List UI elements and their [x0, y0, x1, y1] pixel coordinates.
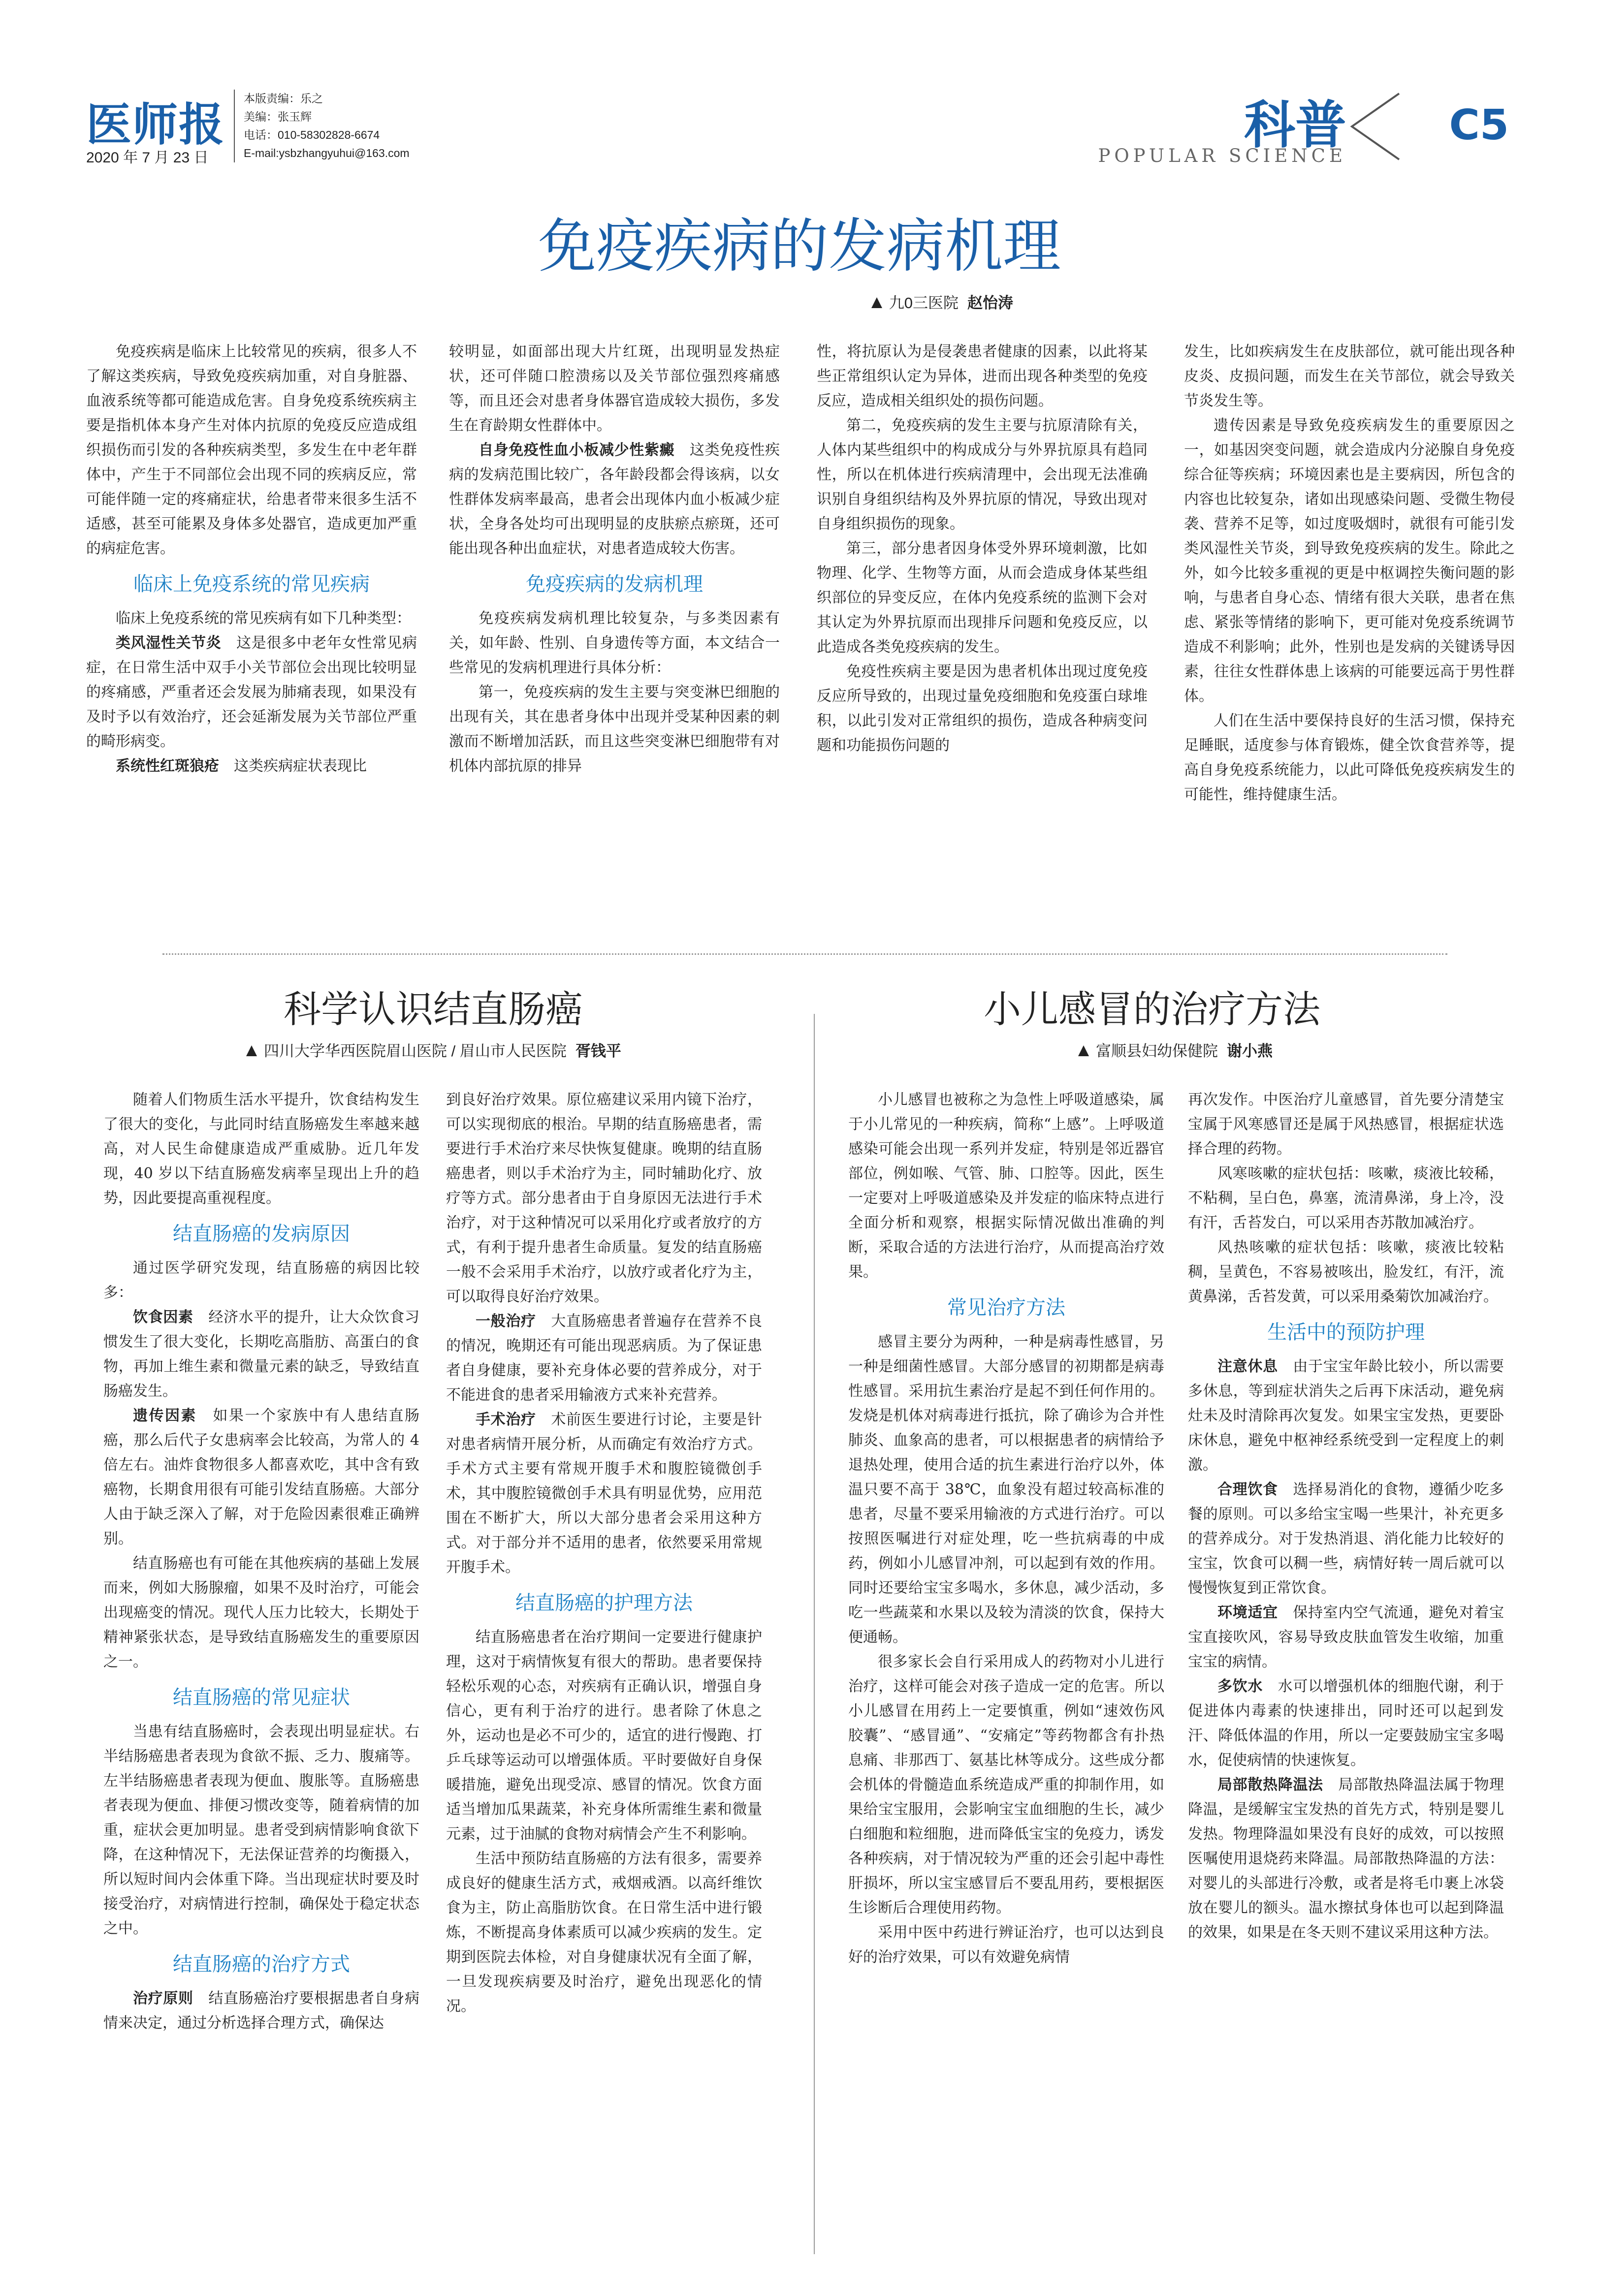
paragraph-lead: 类风湿性关节炎 — [116, 634, 222, 652]
paragraph-text: 水可以增强机体的细胞代谢，利于促进体内毒素的快速排出，同时还可以起到发汗、降低体温的作用，所以一定要鼓励宝宝多喝水，促使病情的快速恢复。 — [1188, 1678, 1504, 1769]
paragraph-text: 生活中预防结直肠癌的方法有很多，需要养成良好的健康生活方式，戒烟戒酒。以高纤维饮食为主，防止高脂肪饮食。在日常生活中进行锻炼，不断提高身体素质可以减少疾病的发生。定期到医院去体检，对自身健康状况有全面了解，一旦发现疾病要及时治疗，避免出现恶化的情况。 — [446, 1850, 762, 2015]
paragraph-text: 采用中医中药进行辨证治疗，也可以达到良好的治疗效果，可以有效避免病情 — [848, 1924, 1164, 1966]
paragraph-text: 这类疾病症状表现比 — [234, 757, 367, 775]
paragraph — [446, 1088, 762, 1309]
paragraph-text: 人们在生活中要保持良好的生活习惯，保持充足睡眠，适度参与体育锻炼，健全饮食营养等，提高自身免疫系统能力，以此可降低免疫疾病发生的可能性，维持健康生活。 — [1184, 712, 1515, 803]
paragraph-lead: 遗传因素 — [133, 1407, 197, 1424]
paragraph — [1188, 1773, 1504, 1945]
paragraph — [103, 1720, 419, 1941]
right-headline: 小儿感冒的治疗方法 — [984, 987, 1320, 1031]
paragraph — [86, 340, 417, 561]
paragraph — [446, 1408, 762, 1580]
paragraph — [86, 606, 417, 631]
paragraph-text: 临床上免疫系统的常见疾病有如下几种类型： — [116, 610, 411, 627]
section-divider — [162, 953, 1447, 955]
main-headline: 免疫疾病的发病机理 — [538, 212, 1061, 280]
paragraph — [103, 1305, 419, 1404]
byline-org: 九0三医院 — [889, 294, 959, 312]
paragraph — [446, 1625, 762, 1847]
paragraph-text: 通过医学研究发现，结直肠癌的病因比较多： — [103, 1259, 419, 1301]
section-title: 科普 — [1244, 95, 1346, 155]
paragraph — [817, 660, 1148, 758]
paragraph-text: 免疫疾病发病机理比较复杂，与多类因素有关，如年龄、性别、自身遗传等方面，本文结合一些常见的发病机理进行具体分析： — [449, 610, 780, 676]
paragraph-text: 性，将抗原认为是侵袭患者健康的因素，以此将某些正常组织认定为异体，进而出现各种类型的免疫反应，造成相关组织处的损伤问题。 — [817, 343, 1148, 409]
paragraph — [1188, 1354, 1504, 1478]
paragraph — [848, 1330, 1164, 1650]
byline-org: 四川大学华西医院眉山医院 / 眉山市人民医院 — [264, 1042, 567, 1060]
paragraph — [103, 1256, 419, 1305]
paragraph-text: 随着人们物质生活水平提升，饮食结构发生了很大的变化，与此同时结直肠癌发生率越来越高，对人民生命健康造成严重威胁。近几年发现，40 岁以下结直肠癌发病率呈现出上升的趋势，因此要提高重视程度。 — [103, 1091, 419, 1207]
byline-author: 赵怡涛 — [967, 294, 1013, 312]
paragraph — [103, 1551, 419, 1674]
paragraph-text: 这类免疫性疾病的发病范围比较广，各年龄段都会得该病，以女性群体发病率最高，患者会出现体内血小板减少症状，全身各处均可出现明显的皮肤瘀点瘀斑，还可能出现各种出血症状，对患者造成较大伤害。 — [449, 441, 780, 557]
paragraph-lead: 自身免疫性血小板减少性紫癜 — [479, 441, 675, 459]
paragraph-text: 发生，比如疾病发生在皮肤部位，就可能出现各种皮炎、皮损问题，而发生在关节部位，就会导致关节炎发生等。 — [1184, 343, 1515, 409]
article-column — [1184, 340, 1515, 920]
paragraph-text: 较明显，如面部出现大片红斑，出现明显发热症状，还可伴随口腔溃疡以及关节部位强烈疼痛感等，而且还会对患者身体器官造成较大损伤，多发生在育龄期女性群体中。 — [449, 343, 780, 434]
byline-org: 富顺县妇幼保健院 — [1096, 1042, 1218, 1060]
paragraph — [449, 438, 780, 561]
left-headline: 科学认识结直肠癌 — [284, 987, 583, 1031]
left-byline — [246, 1038, 621, 1061]
page-number: C5 — [1449, 101, 1509, 150]
paragraph — [848, 1650, 1164, 1920]
paragraph-text: 第一，免疫疾病的发生主要与突变淋巴细胞的出现有关，其在患者身体中出现并受某种因素的刺激而不断增加活跃，而且这些突变淋巴细胞带有对机体内部抗原的排异 — [449, 684, 780, 775]
paragraph-lead: 局部散热降温法 — [1217, 1776, 1323, 1793]
sub-heading: 免疫疾病的发病机理 — [526, 573, 703, 596]
email-line: E-mail:ysbzhangyuhui@163.com — [244, 147, 410, 159]
paragraph — [848, 1088, 1164, 1285]
paragraph-lead: 手术治疗 — [476, 1411, 536, 1428]
paragraph-text: 风寒咳嗽的症状包括：咳嗽，痰液比较稀，不粘稠，呈白色，鼻塞，流清鼻涕，身上冷，没有汗，舌苔发白，可以采用杏苏散加减治疗。 — [1188, 1165, 1504, 1231]
paragraph — [1188, 1088, 1504, 1162]
article-column — [449, 340, 780, 920]
triangle-icon — [246, 1045, 257, 1056]
paragraph-lead: 合理饮食 — [1217, 1481, 1278, 1498]
paragraph — [1188, 1235, 1504, 1309]
sub-heading: 结直肠癌的护理方法 — [515, 1592, 693, 1614]
paragraph — [817, 536, 1148, 660]
article-column — [817, 340, 1148, 920]
article-column — [1188, 1088, 1504, 2259]
paragraph-lead: 治疗原则 — [133, 1990, 193, 2007]
paragraph-text: 遗传因素是导致免疫疾病发生的重要原因之一，如基因突变问题，就会造成内分泌腺自身免疫综合征等疾病；环境因素也是主要病因，所包含的内容也比较复杂，诸如出现感染问题、受微生物侵袭、营养不足等，如过度吸烟时，就很有可能引发类风湿性关节炎，到导致免疫疾病的发生。除此之外，如今比较多重视的更是中枢调控失衡问题的影响，与患者自身心态、情绪有很大关联，患者在焦虑、紧张等情绪的影响下，更可能对免疫系统调节造成不利影响；此外，性别也是发病的关键诱导因素，往往女性群体患上该病的可能要远高于男性群体。 — [1184, 417, 1515, 705]
sub-heading: 临床上免疫系统的常见疾病 — [133, 573, 370, 596]
paragraph-text: 感冒主要分为两种，一种是病毒性感冒，另一种是细菌性感冒。大部分感冒的初期都是病毒性感冒。采用抗生素治疗是起不到任何作用的。发烧是机体对病毒进行抵抗，除了确诊为合并性肺炎、血象高的患者，可以根据患者的病情给予退热处理，使用合适的抗生素进行治疗以外，体温只要不高于 38℃，血象没有超过较高标准的患者，尽量不要采用输液的方式进行治疗。可以按照医嘱进行对症处理，吃一些抗病毒的中成药，例如小儿感冒冲剂，可以起到有效的作用。同时还要给宝宝多喝水，多休息，减少活动，多吃一些蔬菜和水果以及较为清淡的饮食，保持大便通畅。 — [848, 1333, 1164, 1646]
article-column — [103, 1088, 419, 2259]
paragraph-text: 大直肠癌患者普遍存在营养不良的情况，晚期还有可能出现恶病质。为了保证患者自身健康，要补充身体必要的营养成分，对于不能进食的患者采用输液方式来补充营养。 — [446, 1313, 762, 1404]
paragraph — [1188, 1674, 1504, 1773]
designer-line: 美编：张玉辉 — [244, 110, 312, 123]
paragraph-lead: 饮食因素 — [133, 1309, 193, 1326]
paragraph-text: 经济水平的提升，让大众饮食习惯发生了很大变化，长期吃高脂肪、高蛋白的食物，再加上维生素和微量元素的缺乏，导致结直肠癌发生。 — [103, 1309, 419, 1400]
byline-author: 谢小燕 — [1227, 1042, 1273, 1060]
section-subtitle: POPULAR SCIENCE — [1098, 145, 1346, 166]
right-byline — [1078, 1038, 1273, 1061]
paragraph — [1184, 340, 1515, 413]
editor-info — [234, 90, 410, 162]
paragraph — [446, 1847, 762, 2019]
sub-heading: 结直肠癌的治疗方式 — [173, 1953, 350, 1976]
paragraph — [1184, 709, 1515, 807]
paragraph-text: 由于宝宝年龄比较小，所以需要多休息，等到症状消失之后再下床活动，避免病灶未及时清除再次复发。如果宝宝发热，更要卧床休息，避免中枢神经系统受到一定程度上的刺激。 — [1188, 1358, 1504, 1474]
paragraph — [449, 680, 780, 779]
paragraph — [1188, 1601, 1504, 1674]
paragraph-lead: 注意休息 — [1217, 1358, 1278, 1375]
paragraph-lead: 多饮水 — [1217, 1678, 1263, 1695]
paragraph — [449, 606, 780, 680]
paragraph-text: 保持室内空气流通，避免对着宝宝直接吹风，容易导致皮肤血管发生收缩，加重宝宝的病情。 — [1188, 1604, 1504, 1670]
paragraph — [1188, 1162, 1504, 1235]
byline-author: 胥钱平 — [575, 1042, 621, 1060]
paragraph-lead: 一般治疗 — [476, 1313, 536, 1330]
paragraph-text: 风热咳嗽的症状包括：咳嗽，痰液比较粘稠，呈黄色，不容易被咳出，脸发红，有汗，流黄鼻涕，舌苔发黄，可以采用桑菊饮加减治疗。 — [1188, 1239, 1504, 1305]
sub-heading: 常见治疗方法 — [947, 1296, 1065, 1319]
paragraph — [103, 1088, 419, 1211]
main-byline — [871, 290, 1013, 313]
paragraph-text: 结直肠癌患者在治疗期间一定要进行健康护理，这对于病情恢复有很大的帮助。患者要保持轻松乐观的心态，对疾病有正确认识，增强自身信心，更有利于治疗的进行。患者除了休息之外，运动也是必不可少的，适宜的进行慢跑、打乒乓球等运动可以增强体质。平时要做好自身保暖措施，避免出现受凉、感冒的情况。饮食方面适当增加瓜果蔬菜，补充身体所需维生素和微量元素，过于油腻的食物对病情会产生不利影响。 — [446, 1629, 762, 1843]
paragraph-text: 局部散热降温法属于物理降温，是缓解宝宝发热的首先方式，特别是婴儿发热。物理降温如果没有良好的成效，可以按照医嘱使用退烧药来降温。局部散热降温的方法：对婴儿的头部进行冷敷，或者是将毛巾裹上冰袋放在婴儿的额头。温水擦拭身体也可以起到降温的效果，如果是在冬天则不建议采用这种方法。 — [1188, 1776, 1504, 1941]
triangle-icon — [1078, 1045, 1089, 1056]
paragraph-text: 小儿感冒也被称之为急性上呼吸道感染，属于小儿常见的一种疾病，简称“上感”。上呼吸道感染可能会出现一系列并发症，特别是邻近器官部位，例如喉、气管、肺、口腔等。因此，医生一定要对上呼吸道感染及并发症的临床特点进行全面分析和观察，根据实际情况做出准确的判断，采取合适的方法进行治疗，从而提高治疗效果。 — [848, 1091, 1164, 1281]
paragraph-text: 术前医生要进行讨论，主要是针对患者病情开展分析，从而确定有效治疗方式。手术方式主要有常规开腹手术和腹腔镜微创手术，其中腹腔镜微创手术具有明显优势，应用范围在不断扩大，所以大部分患者会采用这种方式。对于部分并不适用的患者，依然要采用常规开腹手术。 — [446, 1411, 762, 1576]
paragraph-text: 到良好治疗效果。原位癌建议采用内镜下治疗，可以实现彻底的根治。早期的结直肠癌患者，需要进行手术治疗来尽快恢复健康。晚期的结直肠癌患者，则以手术治疗为主，同时辅助化疗、放疗等方式。部分患者由于自身原因无法进行手术治疗，对于这种情况可以采用化疗或者放疗的方式，有利于提升患者生命质量。复发的结直肠癌一般不会采用手术治疗，以放疗或者化疗为主，可以取得良好治疗效果。 — [446, 1091, 762, 1305]
paragraph-text: 免疫性疾病主要是因为患者机体出现过度免疫反应所导致的，出现过量免疫细胞和免疫蛋白球堆积，以此引发对正常组织的损伤，造成各种病变问题和功能损伤问题的 — [817, 663, 1148, 754]
paragraph — [86, 631, 417, 754]
paragraph — [103, 1404, 419, 1551]
paragraph — [817, 413, 1148, 536]
paragraph — [446, 1309, 762, 1408]
triangle-icon — [871, 297, 882, 308]
article-column — [848, 1088, 1164, 2259]
paragraph-text: 当患有结直肠癌时，会表现出明显症状。右半结肠癌患者表现为食欲不振、乏力、腹痛等。左半结肠癌患者表现为便血、腹胀等。直肠癌患者表现为便血、排便习惯改变等，随着病情的加重，症状会更加明显。患者受到病情影响食欲下降，在这种情况下，无法保证营养的均衡摄入，所以短时间内会体重下降。当出现症状时要及时接受治疗，对病情进行控制，确保处于稳定状态之中。 — [103, 1723, 419, 1937]
paragraph-text: 再次发作。中医治疗儿童感冒，首先要分清楚宝宝属于风寒感冒还是属于风热感冒，根据症状选择合理的药物。 — [1188, 1091, 1504, 1158]
paragraph-text: 很多家长会自行采用成人的药物对小儿进行治疗，这样可能会对孩子造成一定的危害。所以小儿感冒在用药上一定要慎重，例如“速效伤风胶囊”、“感冒通”、“安痛定”等药物都含有扑热息痛、非那西丁、氨基比林等成分。这些成分都会机体的骨髓造血系统造成严重的抑制作用，如果给宝宝服用，会影响宝宝血细胞的生长，减少白细胞和粒细胞，进而降低宝宝的免疫力，诱发各种疾病，对于情况较为严重的还会引起中毒性肝损坏，所以宝宝感冒后不要乱用药，要根据医生诊断后合理使用药物。 — [848, 1653, 1164, 1917]
newspaper-logo: 医师报 — [86, 98, 225, 151]
paragraph-text: 第二，免疫疾病的发生主要与抗原清除有关，人体内某些组织中的构成成分与外界抗原具有趋同性，所以在机体进行疾病清理中，会出现无法准确识别自身组织结构及外界抗原的情况，导致出现对自身组织损伤的现象。 — [817, 417, 1148, 533]
paragraph — [1184, 413, 1515, 709]
paragraph-text: 这是很多中老年女性常见病症，在日常生活中双手小关节部位会出现比较明显的疼痛感，严重者还会发展为肺痛表现，如果没有及时予以有效治疗，还会延渐发展为关节部位严重的畸形病变。 — [86, 634, 417, 750]
article-column — [86, 340, 417, 920]
masthead — [86, 79, 1514, 167]
sub-heading: 结直肠癌的常见症状 — [173, 1686, 350, 1709]
paragraph — [86, 754, 417, 779]
paragraph-text: 如果一个家族中有人患结直肠癌，那么后代子女患病率会比较高，为常人的 4 倍左右。油炸食物很多人都喜欢吃，其中含有致癌物，长期食用很有可能引发结直肠癌。大部分人由于缺乏深入了解，对于危险因素很难正确辨别。 — [103, 1407, 419, 1547]
column-divider — [814, 1014, 815, 2254]
paragraph — [449, 340, 780, 438]
paragraph-text: 结直肠癌也有可能在其他疾病的基础上发展而来，例如大肠腺瘤，如果不及时治疗，可能会出现癌变的情况。现代人压力比较大，长期处于精神紧张状态，是导致结直肠癌发生的重要原因之一。 — [103, 1555, 419, 1670]
chevron-left-icon — [1345, 90, 1403, 163]
paragraph — [1188, 1478, 1504, 1601]
issue-date: 2020 年 7 月 23 日 — [86, 150, 209, 166]
paragraph — [848, 1920, 1164, 1970]
sub-heading: 生活中的预防护理 — [1267, 1321, 1425, 1344]
article-column — [446, 1088, 762, 2259]
paragraph-text: 第三，部分患者因身体受外界环境刺激，比如物理、化学、生物等方面，从而会造成身体某些组织部位的异变反应，在体内免疫系统的监测下会对其认定为外界抗原而出现排斥问题和免疫反应，以此造成各类免疫疾病的发生。 — [817, 540, 1148, 656]
phone-line: 电话：010-58302828-6674 — [244, 128, 380, 141]
paragraph-lead: 系统性红斑狼疮 — [116, 757, 219, 775]
paragraph-text: 结直肠癌治疗要根据患者自身病情来决定，通过分析选择合理方式，确保达 — [103, 1990, 419, 2032]
paragraph — [103, 1986, 419, 2036]
paragraph — [817, 340, 1148, 413]
editor-line: 本版责编：乐之 — [244, 92, 323, 105]
paragraph-text: 免疫疾病是临床上比较常见的疾病，很多人不了解这类疾病，导致免疫疾病加重，对自身脏器、血液系统等都可能造成危害。自身免疫系统疾病主要是指机体本身产生对体内抗原的免疫反应造成组织损伤而引发的各种疾病类型，多发生在中老年群体中，产生于不同部位会出现不同的疾病反应，常可能伴随一定的疼痛症状，给患者带来很多生活不适感，甚至可能累及身体多处器官，造成更加严重的病症危害。 — [86, 343, 417, 557]
paragraph-text: 选择易消化的食物，遵循少吃多餐的原则。可以多给宝宝喝一些果汁，补充更多的营养成分。对于发热消退、消化能力比较好的宝宝，饮食可以稠一些，病情好转一周后就可以慢慢恢复到正常饮食。 — [1188, 1481, 1504, 1597]
paragraph-lead: 环境适宜 — [1217, 1604, 1278, 1621]
sub-heading: 结直肠癌的发病原因 — [173, 1223, 350, 1245]
